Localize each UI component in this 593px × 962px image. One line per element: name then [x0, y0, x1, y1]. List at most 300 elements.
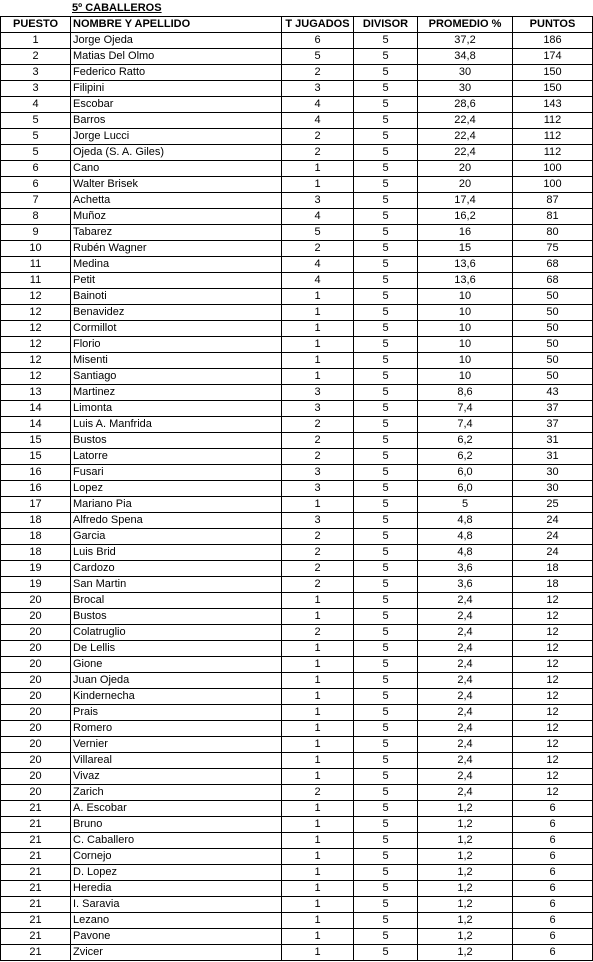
puesto-cell: 18	[1, 529, 71, 545]
nombre-cell: Filipini	[71, 81, 282, 97]
t-jugados-cell: 2	[282, 785, 354, 801]
header-row	[1, 17, 593, 33]
table-row	[1, 209, 593, 225]
header-puntos: PUNTOS	[513, 17, 593, 33]
puesto-cell: 2	[1, 49, 71, 65]
promedio-cell: 3,6	[418, 561, 513, 577]
nombre-cell: Federico Ratto	[71, 65, 282, 81]
t-jugados-cell: 5	[282, 225, 354, 241]
promedio-cell: 10	[418, 289, 513, 305]
table-row	[1, 465, 593, 481]
divisor-cell: 5	[354, 897, 418, 913]
divisor-cell: 5	[354, 785, 418, 801]
divisor-cell: 5	[354, 609, 418, 625]
promedio-cell: 3,6	[418, 577, 513, 593]
nombre-cell: Cornejo	[71, 849, 282, 865]
divisor-cell: 5	[354, 545, 418, 561]
puntos-cell: 30	[513, 465, 593, 481]
table-row	[1, 609, 593, 625]
puesto-cell: 20	[1, 641, 71, 657]
nombre-cell: Ojeda (S. A. Giles)	[71, 145, 282, 161]
divisor-cell: 5	[354, 817, 418, 833]
nombre-cell: Petit	[71, 273, 282, 289]
nombre-cell: Gione	[71, 657, 282, 673]
puntos-cell: 80	[513, 225, 593, 241]
promedio-cell: 17,4	[418, 193, 513, 209]
divisor-cell: 5	[354, 577, 418, 593]
divisor-cell: 5	[354, 449, 418, 465]
nombre-cell: Benavidez	[71, 305, 282, 321]
table-body	[1, 33, 593, 961]
puesto-cell: 10	[1, 241, 71, 257]
table-row	[1, 417, 593, 433]
puesto-cell: 12	[1, 289, 71, 305]
puntos-cell: 12	[513, 593, 593, 609]
t-jugados-cell: 1	[282, 657, 354, 673]
nombre-cell: Alfredo Spena	[71, 513, 282, 529]
puesto-cell: 14	[1, 417, 71, 433]
promedio-cell: 30	[418, 81, 513, 97]
table-row	[1, 641, 593, 657]
nombre-cell: A. Escobar	[71, 801, 282, 817]
table-row	[1, 849, 593, 865]
table-row	[1, 817, 593, 833]
table-row	[1, 673, 593, 689]
promedio-cell: 15	[418, 241, 513, 257]
puesto-cell: 21	[1, 945, 71, 961]
divisor-cell: 5	[354, 721, 418, 737]
nombre-cell: Prais	[71, 705, 282, 721]
divisor-cell: 5	[354, 161, 418, 177]
nombre-cell: D. Lopez	[71, 865, 282, 881]
nombre-cell: Achetta	[71, 193, 282, 209]
puntos-cell: 6	[513, 801, 593, 817]
nombre-cell: Juan Ojeda	[71, 673, 282, 689]
puesto-cell: 11	[1, 273, 71, 289]
puesto-cell: 20	[1, 769, 71, 785]
table-row	[1, 145, 593, 161]
puntos-cell: 50	[513, 321, 593, 337]
puesto-cell: 11	[1, 257, 71, 273]
table-row	[1, 801, 593, 817]
puesto-cell: 21	[1, 897, 71, 913]
divisor-cell: 5	[354, 689, 418, 705]
divisor-cell: 5	[354, 465, 418, 481]
promedio-cell: 2,4	[418, 721, 513, 737]
puntos-cell: 75	[513, 241, 593, 257]
t-jugados-cell: 1	[282, 769, 354, 785]
t-jugados-cell: 4	[282, 209, 354, 225]
promedio-cell: 1,2	[418, 881, 513, 897]
puesto-cell: 20	[1, 721, 71, 737]
puntos-cell: 6	[513, 865, 593, 881]
nombre-cell: Colatruglio	[71, 625, 282, 641]
puntos-cell: 24	[513, 529, 593, 545]
nombre-cell: Kindernecha	[71, 689, 282, 705]
puesto-cell: 5	[1, 113, 71, 129]
divisor-cell: 5	[354, 561, 418, 577]
table-row	[1, 193, 593, 209]
puntos-cell: 12	[513, 705, 593, 721]
t-jugados-cell: 1	[282, 369, 354, 385]
nombre-cell: Jorge Ojeda	[71, 33, 282, 49]
table-row	[1, 625, 593, 641]
puesto-cell: 6	[1, 177, 71, 193]
nombre-cell: Escobar	[71, 97, 282, 113]
table-row	[1, 97, 593, 113]
puesto-cell: 12	[1, 353, 71, 369]
table-row	[1, 593, 593, 609]
divisor-cell: 5	[354, 945, 418, 961]
t-jugados-cell: 1	[282, 641, 354, 657]
divisor-cell: 5	[354, 769, 418, 785]
divisor-cell: 5	[354, 737, 418, 753]
puesto-cell: 21	[1, 913, 71, 929]
table-row	[1, 337, 593, 353]
nombre-cell: C. Caballero	[71, 833, 282, 849]
t-jugados-cell: 2	[282, 529, 354, 545]
divisor-cell: 5	[354, 417, 418, 433]
t-jugados-cell: 3	[282, 401, 354, 417]
promedio-cell: 2,4	[418, 673, 513, 689]
table-row	[1, 385, 593, 401]
promedio-cell: 2,4	[418, 737, 513, 753]
table-row	[1, 657, 593, 673]
puntos-cell: 6	[513, 913, 593, 929]
puesto-cell: 12	[1, 337, 71, 353]
promedio-cell: 8,6	[418, 385, 513, 401]
puntos-cell: 112	[513, 145, 593, 161]
promedio-cell: 2,4	[418, 753, 513, 769]
puntos-cell: 150	[513, 65, 593, 81]
puntos-cell: 150	[513, 81, 593, 97]
puntos-cell: 31	[513, 449, 593, 465]
table-row	[1, 257, 593, 273]
puesto-cell: 9	[1, 225, 71, 241]
puesto-cell: 12	[1, 305, 71, 321]
puntos-cell: 50	[513, 289, 593, 305]
header-t-jugados: T JUGADOS	[282, 17, 354, 33]
t-jugados-cell: 2	[282, 145, 354, 161]
t-jugados-cell: 3	[282, 385, 354, 401]
puntos-cell: 186	[513, 33, 593, 49]
t-jugados-cell: 1	[282, 689, 354, 705]
promedio-cell: 4,8	[418, 513, 513, 529]
divisor-cell: 5	[354, 129, 418, 145]
puntos-cell: 25	[513, 497, 593, 513]
nombre-cell: Martinez	[71, 385, 282, 401]
nombre-cell: Zvicer	[71, 945, 282, 961]
divisor-cell: 5	[354, 113, 418, 129]
nombre-cell: Vivaz	[71, 769, 282, 785]
puntos-cell: 6	[513, 929, 593, 945]
nombre-cell: Lezano	[71, 913, 282, 929]
nombre-cell: Bainoti	[71, 289, 282, 305]
puesto-cell: 12	[1, 369, 71, 385]
table-row	[1, 769, 593, 785]
puesto-cell: 20	[1, 705, 71, 721]
puntos-cell: 50	[513, 369, 593, 385]
t-jugados-cell: 2	[282, 561, 354, 577]
table-row	[1, 161, 593, 177]
divisor-cell: 5	[354, 241, 418, 257]
nombre-cell: Villareal	[71, 753, 282, 769]
promedio-cell: 6,2	[418, 449, 513, 465]
table-row	[1, 113, 593, 129]
t-jugados-cell: 1	[282, 881, 354, 897]
t-jugados-cell: 1	[282, 177, 354, 193]
promedio-cell: 10	[418, 353, 513, 369]
table-row	[1, 929, 593, 945]
puesto-cell: 20	[1, 593, 71, 609]
promedio-cell: 7,4	[418, 401, 513, 417]
header-nombre: NOMBRE Y APELLIDO	[71, 17, 282, 33]
nombre-cell: Walter Brisek	[71, 177, 282, 193]
divisor-cell: 5	[354, 177, 418, 193]
divisor-cell: 5	[354, 305, 418, 321]
table-row	[1, 689, 593, 705]
divisor-cell: 5	[354, 849, 418, 865]
t-jugados-cell: 1	[282, 353, 354, 369]
promedio-cell: 2,4	[418, 785, 513, 801]
table-row	[1, 65, 593, 81]
table-row	[1, 481, 593, 497]
puesto-cell: 21	[1, 801, 71, 817]
table-row	[1, 433, 593, 449]
puntos-cell: 31	[513, 433, 593, 449]
divisor-cell: 5	[354, 753, 418, 769]
nombre-cell: Pavone	[71, 929, 282, 945]
puntos-cell: 112	[513, 129, 593, 145]
nombre-cell: Cardozo	[71, 561, 282, 577]
nombre-cell: Bustos	[71, 609, 282, 625]
puntos-cell: 12	[513, 737, 593, 753]
promedio-cell: 2,4	[418, 657, 513, 673]
nombre-cell: Zarich	[71, 785, 282, 801]
puntos-cell: 6	[513, 881, 593, 897]
divisor-cell: 5	[354, 433, 418, 449]
nombre-cell: Misenti	[71, 353, 282, 369]
table-row	[1, 561, 593, 577]
nombre-cell: Luis A. Manfrida	[71, 417, 282, 433]
puntos-cell: 6	[513, 897, 593, 913]
nombre-cell: Luis Brid	[71, 545, 282, 561]
divisor-cell: 5	[354, 97, 418, 113]
puesto-cell: 20	[1, 785, 71, 801]
puntos-cell: 87	[513, 193, 593, 209]
puesto-cell: 20	[1, 657, 71, 673]
divisor-cell: 5	[354, 225, 418, 241]
table-row	[1, 865, 593, 881]
promedio-cell: 1,2	[418, 801, 513, 817]
puesto-cell: 21	[1, 817, 71, 833]
t-jugados-cell: 1	[282, 673, 354, 689]
t-jugados-cell: 2	[282, 449, 354, 465]
table-row	[1, 449, 593, 465]
t-jugados-cell: 3	[282, 481, 354, 497]
puntos-cell: 68	[513, 257, 593, 273]
divisor-cell: 5	[354, 865, 418, 881]
t-jugados-cell: 1	[282, 945, 354, 961]
divisor-cell: 5	[354, 529, 418, 545]
puntos-cell: 12	[513, 625, 593, 641]
puntos-cell: 174	[513, 49, 593, 65]
promedio-cell: 5	[418, 497, 513, 513]
nombre-cell: Cormillot	[71, 321, 282, 337]
puesto-cell: 12	[1, 321, 71, 337]
divisor-cell: 5	[354, 913, 418, 929]
divisor-cell: 5	[354, 33, 418, 49]
nombre-cell: Romero	[71, 721, 282, 737]
nombre-cell: Mariano Pia	[71, 497, 282, 513]
puntos-cell: 24	[513, 513, 593, 529]
t-jugados-cell: 3	[282, 513, 354, 529]
puntos-cell: 112	[513, 113, 593, 129]
promedio-cell: 16,2	[418, 209, 513, 225]
table-row	[1, 33, 593, 49]
promedio-cell: 7,4	[418, 417, 513, 433]
divisor-cell: 5	[354, 673, 418, 689]
divisor-cell: 5	[354, 385, 418, 401]
promedio-cell: 1,2	[418, 929, 513, 945]
promedio-cell: 20	[418, 177, 513, 193]
promedio-cell: 1,2	[418, 849, 513, 865]
t-jugados-cell: 2	[282, 625, 354, 641]
table-row	[1, 897, 593, 913]
t-jugados-cell: 6	[282, 33, 354, 49]
nombre-cell: Santiago	[71, 369, 282, 385]
puesto-cell: 20	[1, 689, 71, 705]
table-row	[1, 833, 593, 849]
divisor-cell: 5	[354, 49, 418, 65]
puntos-cell: 12	[513, 785, 593, 801]
promedio-cell: 28,6	[418, 97, 513, 113]
promedio-cell: 37,2	[418, 33, 513, 49]
t-jugados-cell: 5	[282, 49, 354, 65]
table-row	[1, 129, 593, 145]
divisor-cell: 5	[354, 257, 418, 273]
promedio-cell: 2,4	[418, 689, 513, 705]
puesto-cell: 3	[1, 81, 71, 97]
t-jugados-cell: 1	[282, 337, 354, 353]
t-jugados-cell: 2	[282, 417, 354, 433]
promedio-cell: 1,2	[418, 945, 513, 961]
divisor-cell: 5	[354, 401, 418, 417]
divisor-cell: 5	[354, 193, 418, 209]
puntos-cell: 43	[513, 385, 593, 401]
nombre-cell: Rubén Wagner	[71, 241, 282, 257]
puntos-cell: 30	[513, 481, 593, 497]
divisor-cell: 5	[354, 625, 418, 641]
puesto-cell: 14	[1, 401, 71, 417]
category-title: 5º CABALLEROS	[72, 2, 162, 14]
table-row	[1, 513, 593, 529]
divisor-cell: 5	[354, 369, 418, 385]
puesto-cell: 20	[1, 673, 71, 689]
t-jugados-cell: 2	[282, 129, 354, 145]
puntos-cell: 100	[513, 177, 593, 193]
puntos-cell: 6	[513, 849, 593, 865]
puesto-cell: 4	[1, 97, 71, 113]
puntos-cell: 12	[513, 721, 593, 737]
t-jugados-cell: 1	[282, 609, 354, 625]
promedio-cell: 30	[418, 65, 513, 81]
puntos-cell: 12	[513, 641, 593, 657]
t-jugados-cell: 1	[282, 321, 354, 337]
table-row	[1, 177, 593, 193]
puesto-cell: 20	[1, 609, 71, 625]
table-row	[1, 273, 593, 289]
table-row	[1, 945, 593, 961]
nombre-cell: San Martin	[71, 577, 282, 593]
divisor-cell: 5	[354, 705, 418, 721]
nombre-cell: Medina	[71, 257, 282, 273]
t-jugados-cell: 4	[282, 113, 354, 129]
promedio-cell: 10	[418, 369, 513, 385]
divisor-cell: 5	[354, 289, 418, 305]
promedio-cell: 1,2	[418, 865, 513, 881]
puesto-cell: 18	[1, 545, 71, 561]
nombre-cell: I. Saravia	[71, 897, 282, 913]
table-row	[1, 81, 593, 97]
divisor-cell: 5	[354, 801, 418, 817]
puntos-cell: 6	[513, 833, 593, 849]
t-jugados-cell: 1	[282, 305, 354, 321]
divisor-cell: 5	[354, 337, 418, 353]
divisor-cell: 5	[354, 881, 418, 897]
puesto-cell: 5	[1, 145, 71, 161]
table-row	[1, 753, 593, 769]
promedio-cell: 10	[418, 305, 513, 321]
t-jugados-cell: 1	[282, 801, 354, 817]
nombre-cell: Matias Del Olmo	[71, 49, 282, 65]
promedio-cell: 2,4	[418, 593, 513, 609]
table-row	[1, 369, 593, 385]
table-row	[1, 305, 593, 321]
nombre-cell: Muñoz	[71, 209, 282, 225]
puntos-cell: 68	[513, 273, 593, 289]
puntos-cell: 37	[513, 401, 593, 417]
promedio-cell: 6,0	[418, 465, 513, 481]
promedio-cell: 6,0	[418, 481, 513, 497]
header-promedio: PROMEDIO %	[418, 17, 513, 33]
nombre-cell: Vernier	[71, 737, 282, 753]
table-row	[1, 737, 593, 753]
table-row	[1, 497, 593, 513]
divisor-cell: 5	[354, 833, 418, 849]
table-row	[1, 289, 593, 305]
t-jugados-cell: 1	[282, 593, 354, 609]
promedio-cell: 1,2	[418, 833, 513, 849]
divisor-cell: 5	[354, 513, 418, 529]
divisor-cell: 5	[354, 81, 418, 97]
divisor-cell: 5	[354, 321, 418, 337]
puesto-cell: 20	[1, 737, 71, 753]
puesto-cell: 3	[1, 65, 71, 81]
puntos-cell: 12	[513, 657, 593, 673]
puesto-cell: 6	[1, 161, 71, 177]
puesto-cell: 5	[1, 129, 71, 145]
puesto-cell: 16	[1, 465, 71, 481]
divisor-cell: 5	[354, 209, 418, 225]
t-jugados-cell: 1	[282, 737, 354, 753]
puntos-cell: 143	[513, 97, 593, 113]
promedio-cell: 10	[418, 337, 513, 353]
promedio-cell: 10	[418, 321, 513, 337]
table-row	[1, 705, 593, 721]
t-jugados-cell: 3	[282, 465, 354, 481]
t-jugados-cell: 1	[282, 497, 354, 513]
